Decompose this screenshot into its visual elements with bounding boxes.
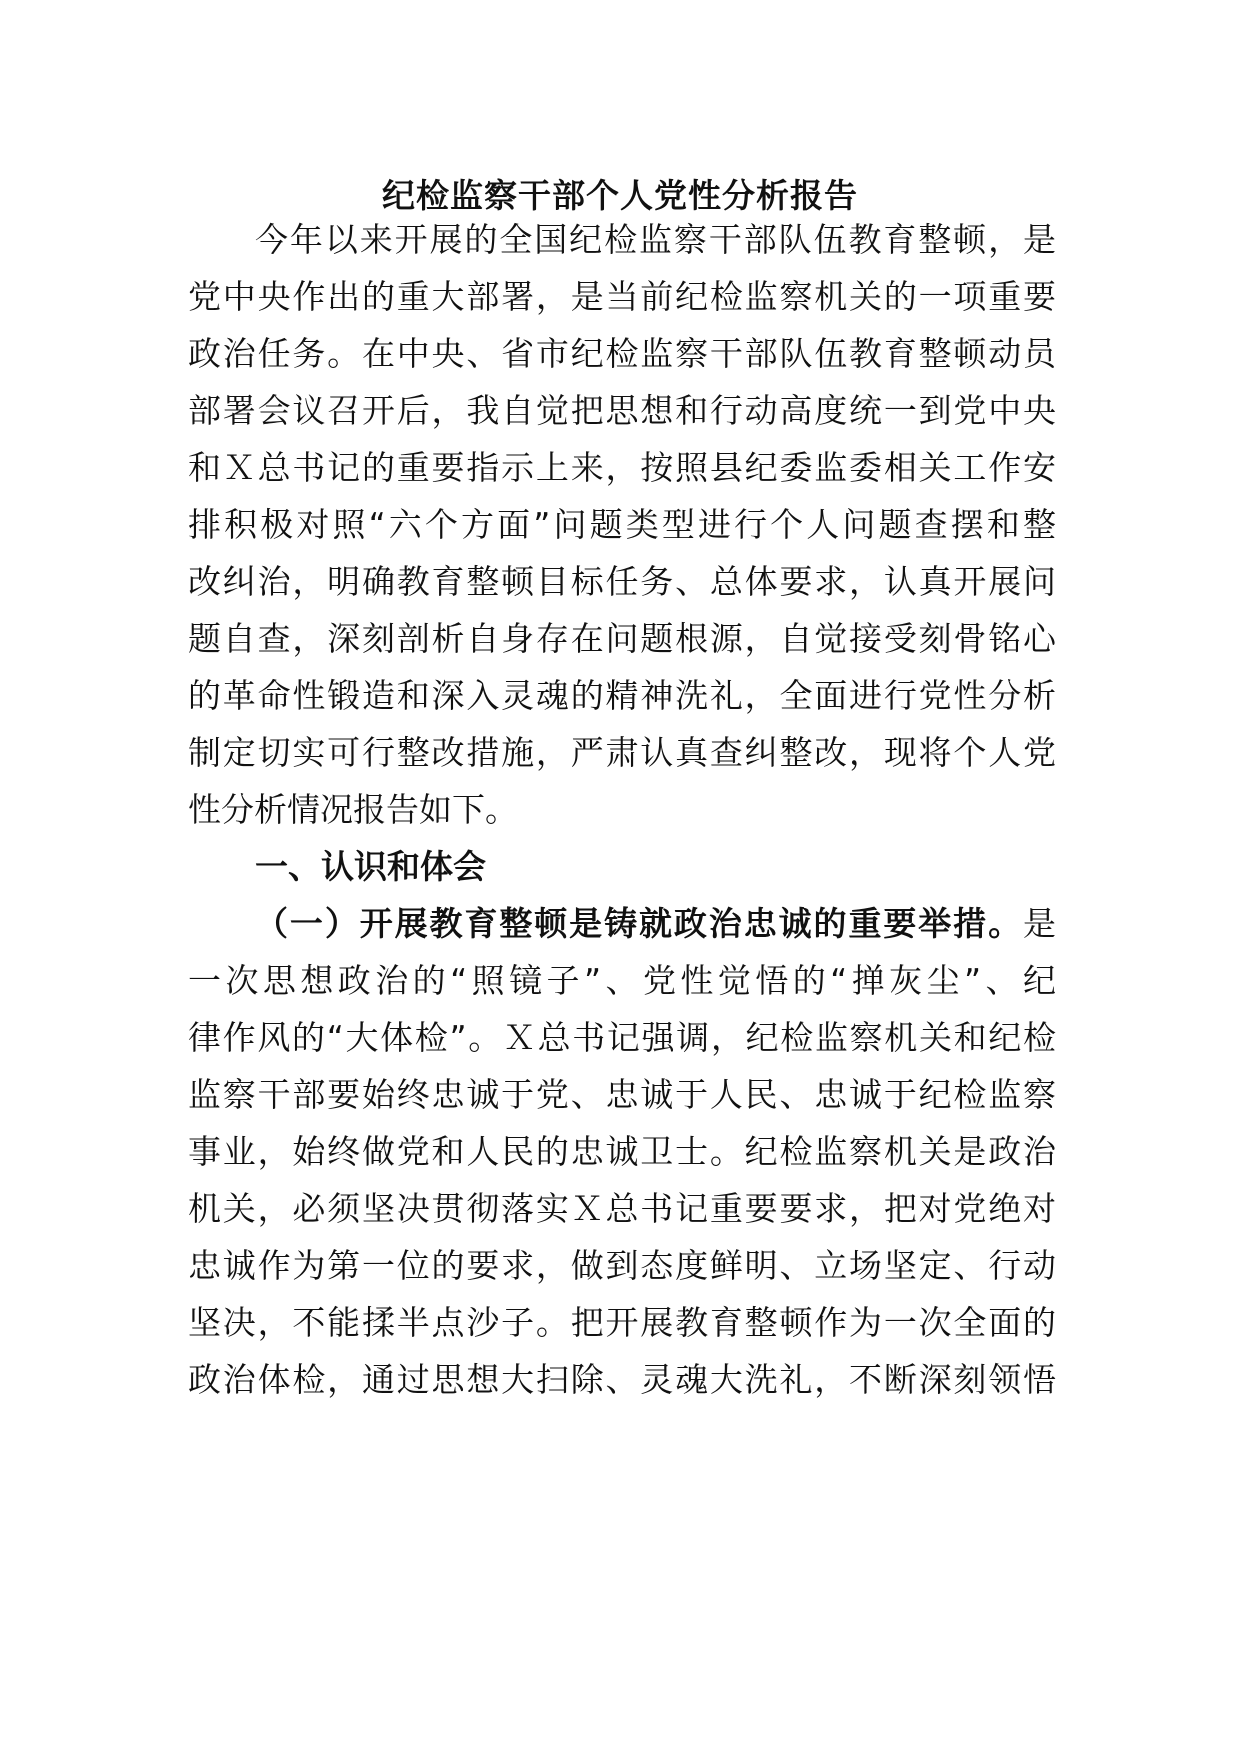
body-line: 律作风的“大体检”。Ｘ总书记强调，纪检监察机关和纪检 xyxy=(188,1018,1056,1057)
intro-line: 和Ｘ总书记的重要指示上来，按照县纪委监委相关工作安 xyxy=(188,448,1056,487)
body-line: 机关，必须坚决贯彻落实Ｘ总书记重要要求，把对党绝对 xyxy=(188,1189,1056,1228)
intro-line: 今年以来开展的全国纪检监察干部队伍教育整顿，是 xyxy=(255,220,1056,259)
subsection-first-line xyxy=(255,900,1056,948)
intro-line: 政治任务。在中央、省市纪检监察干部队伍教育整顿动员 xyxy=(188,334,1056,373)
section-heading: 一、认识和体会 xyxy=(255,847,486,886)
intro-line: 党中央作出的重大部署，是当前纪检监察机关的一项重要 xyxy=(188,277,1056,316)
intro-line: 制定切实可行整改措施，严肃认真查纠整改，现将个人党 xyxy=(188,733,1056,772)
intro-line: 改纠治，明确教育整顿目标任务、总体要求，认真开展问 xyxy=(188,562,1056,601)
intro-line: 排积极对照“六个方面”问题类型进行个人问题查摆和整 xyxy=(188,505,1056,544)
intro-line: 部署会议召开后，我自觉把思想和行动高度统一到党中央 xyxy=(188,391,1056,430)
document-title: 纪检监察干部个人党性分析报告 xyxy=(382,176,858,215)
subsection-first-tail: 是 xyxy=(1023,904,1056,943)
intro-line: 的革命性锻造和深入灵魂的精神洗礼，全面进行党性分析 xyxy=(188,676,1056,715)
intro-line: 题自查，深刻剖析自身存在问题根源，自觉接受刻骨铭心 xyxy=(188,619,1056,658)
intro-line: 性分析情况报告如下。 xyxy=(188,790,518,829)
body-line: 一次思想政治的“照镜子”、党性觉悟的“掸灰尘”、纪 xyxy=(188,961,1056,1000)
subsection-heading: （一）开展教育整顿是铸就政治忠诚的重要举措。 xyxy=(255,904,1023,943)
body-line: 事业，始终做党和人民的忠诚卫士。纪检监察机关是政治 xyxy=(188,1132,1056,1171)
body-line: 政治体检，通过思想大扫除、灵魂大洗礼，不断深刻领悟 xyxy=(188,1360,1056,1399)
body-line: 忠诚作为第一位的要求，做到态度鲜明、立场坚定、行动 xyxy=(188,1246,1056,1285)
body-line: 监察干部要始终忠诚于党、忠诚于人民、忠诚于纪检监察 xyxy=(188,1075,1056,1114)
body-line: 坚决，不能揉半点沙子。把开展教育整顿作为一次全面的 xyxy=(188,1303,1056,1342)
